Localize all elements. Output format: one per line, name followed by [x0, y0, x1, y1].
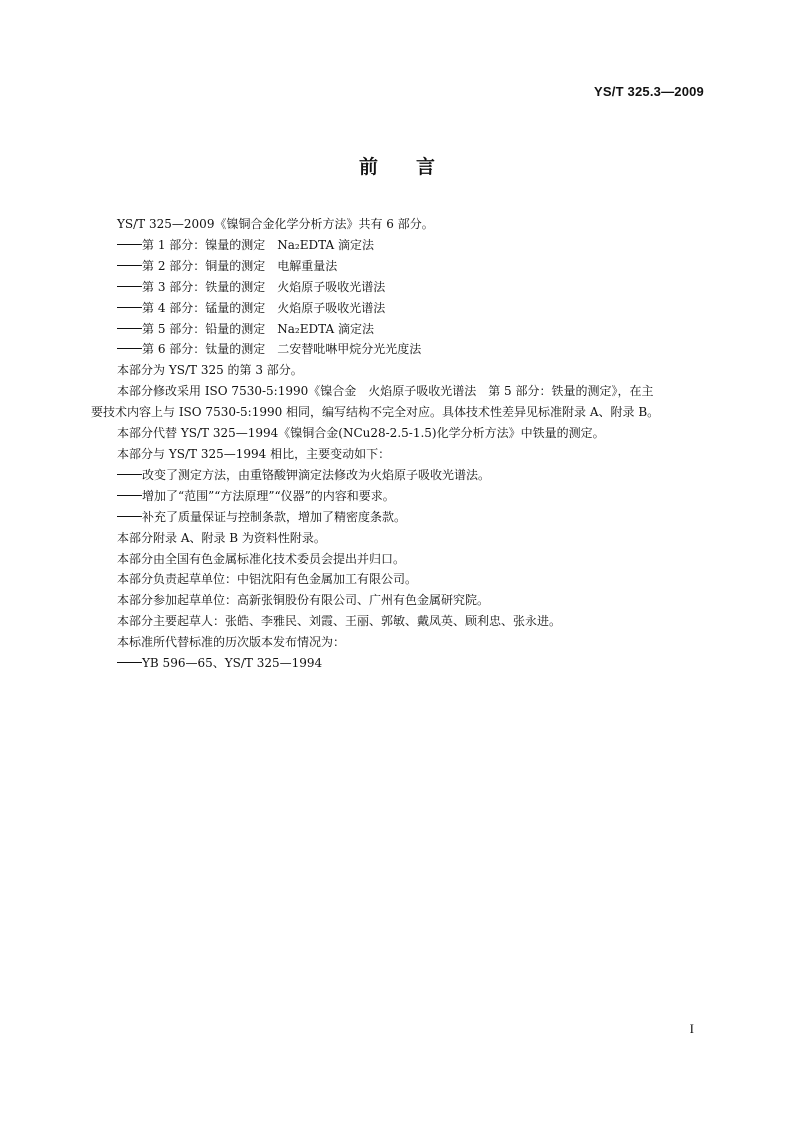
em-dash-mark: [117, 348, 142, 349]
line-text: 本部分与 YS/T 325—1994 相比，主要变动如下：: [117, 446, 391, 461]
line-text: 补充了质量保证与控制条款，增加了精密度条款。: [142, 509, 407, 524]
line-text: 改变了测定方法，由重铬酸钾滴定法修改为火焰原子吸收光谱法。: [142, 467, 491, 482]
line-text: 本部分由全国有色金属标准化技术委员会提出并归口。: [117, 551, 406, 566]
line-text: 本部分负责起草单位：中铝沈阳有色金属加工有限公司。: [117, 572, 418, 587]
page-title: 前言: [358, 156, 473, 178]
paragraph-line: [117, 528, 707, 549]
paragraph-line: [117, 214, 707, 235]
line-text: 增加了“范围”“方法原理”“仪器”的内容和要求。: [142, 488, 395, 503]
line-text: 第 5 部分：铅量的测定 Na₂EDTA 滴定法: [142, 321, 374, 336]
line-text: 本部分主要起草人：张皓、李雅民、刘霞、王丽、郭敏、戴凤英、顾利忠、张永进。: [117, 614, 562, 629]
line-text: 本部分附录 A、附录 B 为资料性附录。: [117, 530, 326, 545]
dash-list-item: [117, 319, 707, 340]
em-dash-mark: [117, 328, 142, 329]
em-dash-mark: [117, 244, 142, 245]
paragraph-line: [117, 423, 707, 444]
line-text: 第 1 部分：镍量的测定 Na₂EDTA 滴定法: [142, 237, 374, 252]
document-body: [91, 214, 707, 674]
dash-list-item: [117, 465, 707, 486]
paragraph-line: [117, 381, 707, 402]
dash-list-item: [117, 507, 707, 528]
em-dash-mark: [117, 307, 142, 308]
paragraph-line: [117, 632, 707, 653]
paragraph-line: [117, 360, 707, 381]
line-text: 第 6 部分：钛量的测定 二安替吡啉甲烷分光光度法: [142, 342, 422, 357]
line-text: 本部分参加起草单位：高新张铜股份有限公司、广州有色金属研究院。: [117, 593, 490, 608]
paragraph-line: [91, 402, 707, 423]
page-number: I: [689, 1021, 694, 1036]
line-text: 本部分代替 YS/T 325—1994《镍铜合金(NCu28-2.5-1.5)化学分析方法》中铁量的测定。: [117, 426, 605, 441]
dash-list-item: [117, 277, 707, 298]
dash-list-item: [117, 298, 707, 319]
line-text: 本部分为 YS/T 325 的第 3 部分。: [117, 363, 303, 378]
paragraph-line: [117, 590, 707, 611]
em-dash-mark: [117, 286, 142, 287]
em-dash-mark: [117, 495, 142, 496]
line-text: YS/T 325—2009《镍铜合金化学分析方法》共有 6 部分。: [117, 217, 434, 231]
line-text: 第 3 部分：铁量的测定 火焰原子吸收光谱法: [142, 279, 386, 294]
em-dash-mark: [117, 662, 142, 663]
line-text: 第 2 部分：铜量的测定 电解重量法: [142, 258, 338, 273]
em-dash-mark: [117, 516, 142, 517]
line-text: 要技术内容上与 ISO 7530-5:1990 相同，编写结构不完全对应。具体技术性差异见标准附录 A、附录 B。: [91, 405, 660, 420]
paragraph-line: [117, 549, 707, 570]
paragraph-line: [117, 611, 707, 632]
paragraph-line: [117, 569, 707, 590]
dash-list-item: [117, 235, 707, 256]
standard-code: YS/T 325.3—2009: [594, 84, 704, 99]
dash-list-item: [117, 339, 707, 360]
dash-list-item: [117, 653, 707, 674]
line-text: YB 596—65、YS/T 325—1994: [142, 656, 323, 671]
line-text: 第 4 部分：锰量的测定 火焰原子吸收光谱法: [142, 300, 386, 315]
dash-list-item: [117, 256, 707, 277]
line-text: 本部分修改采用 ISO 7530-5:1990《镍合金 火焰原子吸收光谱法 第 5 部分：铁量的测定》，在主: [117, 384, 654, 399]
paragraph-line: [117, 444, 707, 465]
line-text: 本标准所代替标准的历次版本发布情况为：: [117, 635, 346, 650]
dash-list-item: [117, 486, 707, 507]
em-dash-mark: [117, 474, 142, 475]
em-dash-mark: [117, 265, 142, 266]
